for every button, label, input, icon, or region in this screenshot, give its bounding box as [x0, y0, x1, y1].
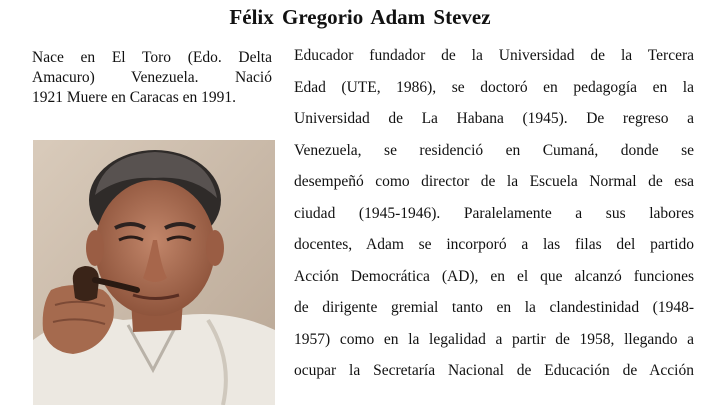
body-line: Venezuela, se residenció en Cumaná, donde se	[294, 141, 694, 159]
biography-body	[294, 40, 694, 387]
body-line: de dirigente gremial tanto en la clandestinidad (1948-	[294, 299, 694, 316]
body-line: 1957) como en la legalidad a partir de 1958, llegando a	[294, 330, 694, 348]
portrait-illustration	[33, 140, 275, 405]
portrait-photo	[33, 140, 275, 405]
body-line: Educador fundador de la Universidad de la Tercera	[294, 47, 694, 64]
body-line: Acción Democrática (AD), en el que alcanzó funciones	[294, 267, 694, 285]
body-line: ciudad (1945-1946). Paralelamente a sus labores	[294, 204, 694, 222]
body-line: Edad (UTE, 1986), se doctoró en pedagogía en la	[294, 78, 694, 96]
body-line: desempeñó como director de la Escuela Normal de esa	[294, 173, 694, 190]
body-line: Universidad de La Habana (1945). De regreso a	[294, 110, 694, 127]
body-line: ocupar la Secretaría Nacional de Educación de Acción	[294, 362, 694, 379]
caption-line: 1921 Muere en Caracas en 1991.	[32, 89, 237, 106]
biography-caption	[32, 48, 272, 108]
page-title: Félix Gregorio Adam Stevez	[229, 5, 491, 29]
caption-line: Amacuro) Venezuela. Nació	[32, 69, 272, 86]
body-line: docentes, Adam se incorporó a las filas del partido	[294, 236, 694, 253]
caption-line: Nace en El Toro (Edo. Delta	[32, 49, 272, 66]
